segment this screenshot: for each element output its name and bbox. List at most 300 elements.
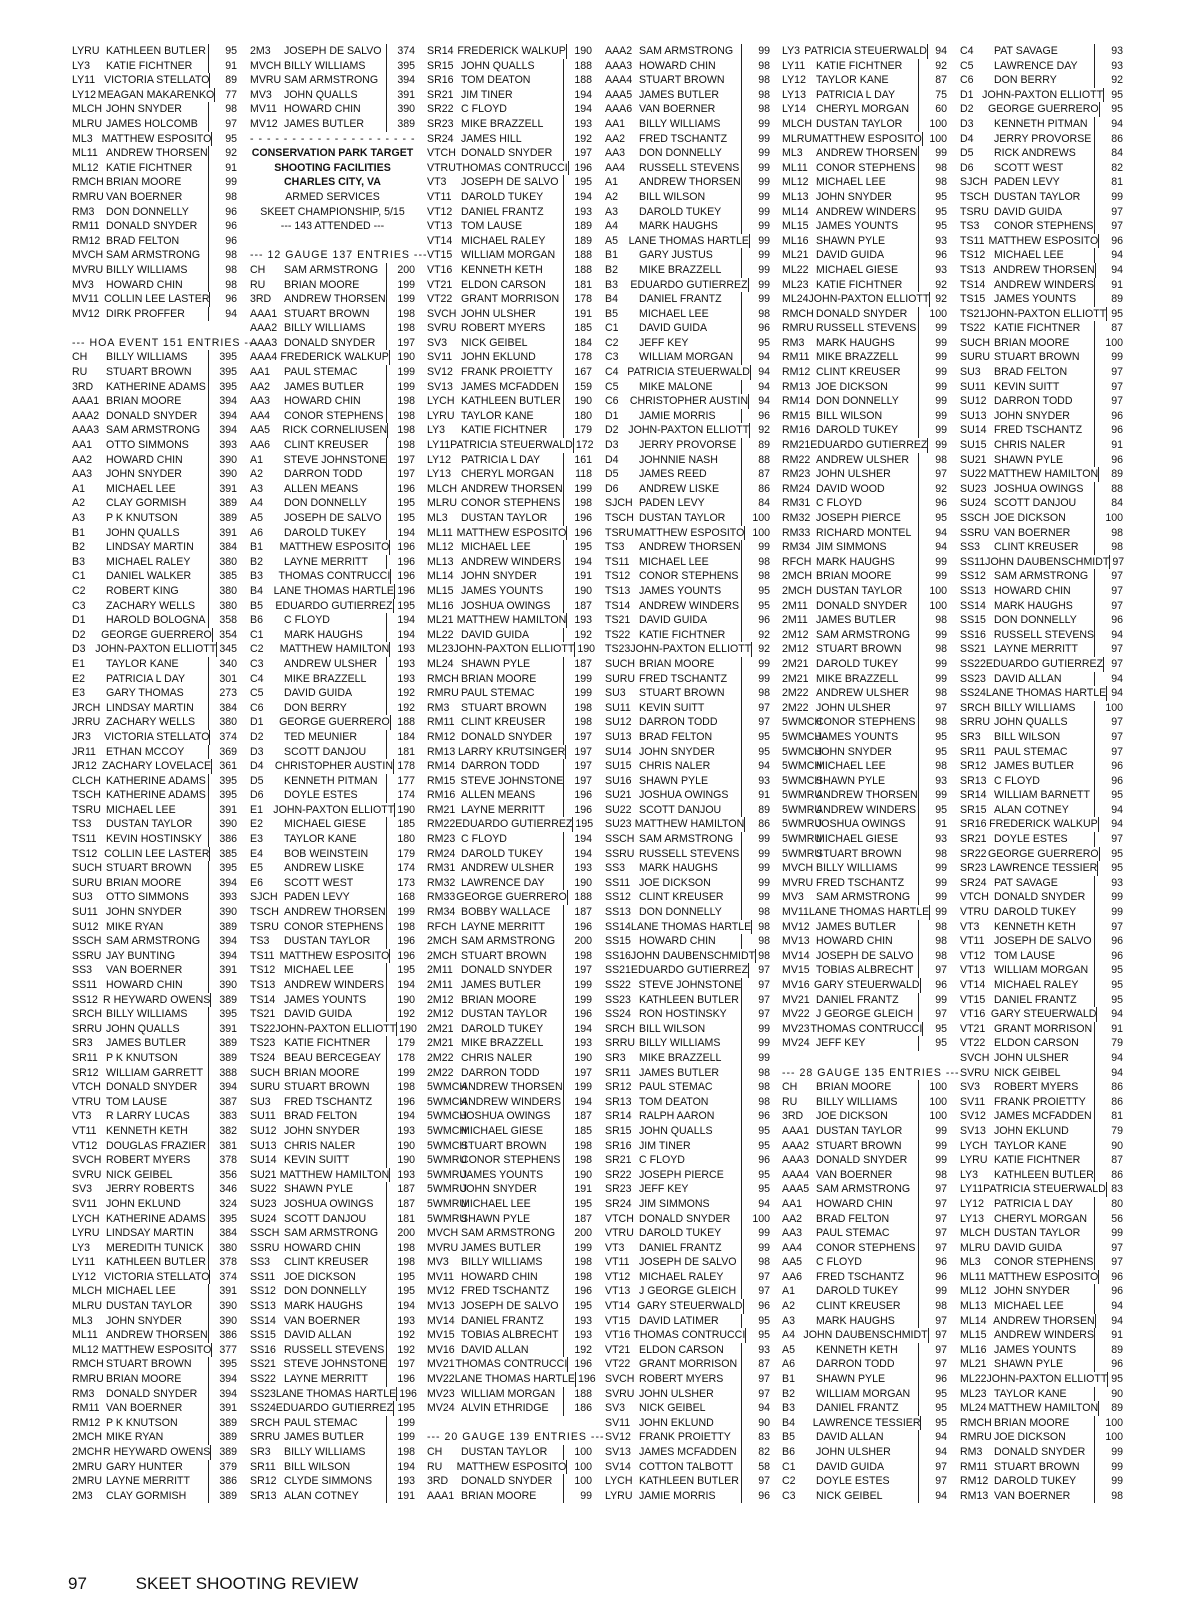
- score: 379: [208, 1460, 237, 1475]
- result-row: [960, 423, 1123, 438]
- result-row: [960, 628, 1123, 643]
- score: 198: [386, 438, 415, 453]
- class-code: LY13: [427, 468, 451, 481]
- result-row: [427, 978, 592, 993]
- result-row: [960, 1489, 1123, 1504]
- shooter-name: TAYLOR KANE: [461, 409, 534, 422]
- shooter-name: RON HOSTINSKY: [639, 1008, 727, 1021]
- class-code: ML11: [72, 147, 98, 160]
- result-row: [782, 1197, 947, 1212]
- score: 95: [918, 205, 947, 220]
- shooter-name: RUSSELL STEVENS: [639, 161, 740, 174]
- class-code: C5: [605, 380, 619, 393]
- class-code: TS22: [605, 628, 631, 641]
- result-row: [427, 292, 592, 307]
- result-row: [427, 1022, 592, 1037]
- score: 196: [386, 1372, 415, 1387]
- score: 98: [918, 453, 947, 468]
- score: 99: [1094, 1445, 1123, 1460]
- score: 97: [741, 701, 770, 716]
- shooter-name: ROBERT MYERS: [994, 1081, 1079, 1094]
- class-code: MV14: [782, 949, 810, 962]
- class-code: SS13: [605, 906, 631, 919]
- class-code: 5WMRU: [782, 833, 823, 846]
- shooter-name: JOHN SNYDER: [994, 1285, 1070, 1298]
- score: 198: [386, 1241, 415, 1256]
- class-code: VT14: [960, 979, 986, 991]
- result-row: [605, 701, 770, 716]
- class-code: MV15: [782, 964, 810, 977]
- result-row: [960, 175, 1123, 190]
- score: 391: [386, 88, 415, 103]
- shooter-name: SCOTT DANJOU: [639, 803, 722, 816]
- shooter-name: LINDSAY MARTIN: [106, 541, 194, 554]
- score: 194: [386, 1299, 415, 1314]
- class-code: B2: [250, 555, 263, 568]
- class-code: C1: [605, 322, 619, 335]
- shooter-name: JEFF KEY: [639, 336, 689, 349]
- shooter-name: JAMES BUTLER: [461, 1241, 542, 1254]
- score: 100: [918, 584, 947, 599]
- result-row: [960, 102, 1123, 117]
- result-row: [427, 161, 592, 176]
- result-row: [250, 1095, 415, 1110]
- score: 99: [918, 993, 947, 1008]
- shooter-name: JOHN QUALLS: [639, 1124, 713, 1137]
- result-row: [782, 467, 947, 482]
- score: 93: [741, 774, 770, 789]
- result-row: [427, 336, 592, 351]
- result-row: [960, 963, 1123, 978]
- shooter-name: ANDREW THORSEN: [816, 147, 918, 160]
- score: 98: [918, 715, 947, 730]
- class-code: MLRU: [72, 1300, 103, 1313]
- shooter-name: SHAWN PYLE: [284, 1183, 354, 1196]
- class-code: SS3: [72, 964, 93, 977]
- score: 99: [1094, 190, 1123, 205]
- class-code: SU11: [960, 380, 986, 393]
- score: 391: [208, 963, 237, 978]
- publication-title: SKEET SHOOTING REVIEW: [135, 1574, 359, 1593]
- class-code: RM14: [782, 395, 811, 408]
- class-code: D5: [250, 774, 264, 787]
- score: 97: [1094, 1255, 1123, 1270]
- shooter-name: ANDREW WINDERS: [993, 278, 1095, 291]
- result-row: [782, 350, 947, 365]
- score: 181: [563, 278, 592, 293]
- score: 174: [386, 861, 415, 876]
- shooter-name: DAVID GUIDA: [816, 249, 885, 262]
- result-row: [782, 132, 947, 147]
- score: 193: [563, 1328, 592, 1343]
- score: 193: [386, 1314, 415, 1329]
- class-code: B3: [605, 278, 618, 291]
- result-row: [605, 1474, 770, 1489]
- shooter-name: JOHN-PAXTON ELLIOTT: [985, 307, 1107, 320]
- score: 95: [918, 1036, 947, 1051]
- result-row: [250, 890, 415, 905]
- shooter-name: JOSEPH DE SALVO: [461, 176, 559, 189]
- class-code: ML16: [427, 599, 454, 612]
- score: 199: [563, 672, 592, 687]
- result-row: [960, 132, 1123, 147]
- class-code: RM13: [427, 745, 456, 758]
- results-column: [427, 44, 605, 1503]
- result-row: [960, 219, 1123, 234]
- score: 95: [741, 599, 770, 614]
- score: 100: [918, 307, 947, 322]
- shooter-name: CHRIS NALER: [994, 439, 1066, 452]
- shooter-name: KATHLEEN BUTLER: [106, 1256, 206, 1269]
- score: 198: [386, 1080, 415, 1095]
- shooter-name: KEVIN HOSTINSKY: [106, 833, 202, 846]
- shooter-name: MICHAEL RALEY: [994, 979, 1079, 991]
- class-code: ML13: [427, 555, 454, 568]
- class-code: RMRU: [960, 1431, 992, 1444]
- result-row: [782, 730, 947, 745]
- shooter-name: BILL WILSON: [639, 190, 706, 203]
- result-row: [250, 59, 415, 74]
- score: 99: [918, 321, 947, 336]
- result-row: [960, 832, 1123, 847]
- result-row: [960, 613, 1123, 628]
- score: 98: [1094, 526, 1123, 541]
- shooter-name: SAM ARMSTRONG: [106, 249, 201, 262]
- score: 196: [563, 511, 592, 526]
- shooter-name: MICHAEL LEE: [106, 482, 176, 495]
- class-code: 2MCH: [427, 935, 458, 948]
- class-code: SU3: [72, 891, 93, 904]
- shooter-name: LANE THOMAS HARTLE: [630, 920, 752, 933]
- score: 393: [208, 438, 237, 453]
- score: 381: [208, 1139, 237, 1154]
- class-code: RU: [72, 366, 88, 379]
- score: 96: [209, 292, 237, 307]
- shooter-name: JOSEPH PIERCE: [639, 1168, 724, 1181]
- result-row: [605, 1153, 770, 1168]
- result-row: [250, 540, 415, 555]
- score: 389: [208, 511, 237, 526]
- class-code: MVRU: [782, 876, 814, 889]
- result-row: [782, 1445, 947, 1460]
- class-code: ML23: [427, 643, 454, 656]
- class-code: D4: [960, 132, 974, 145]
- class-code: RM34: [427, 906, 456, 919]
- class-code: D6: [605, 482, 619, 495]
- result-row: [427, 1314, 592, 1329]
- score: 96: [1098, 1270, 1123, 1285]
- result-row: [605, 1212, 770, 1227]
- shooter-name: PAT SAVAGE: [994, 876, 1058, 889]
- class-code: ML3: [782, 147, 803, 160]
- score: 92: [918, 278, 947, 293]
- shooter-name: DARRON TODD: [816, 1358, 895, 1371]
- score: 92: [741, 628, 770, 643]
- class-code: TS21: [605, 614, 631, 627]
- score: 81: [1094, 175, 1123, 190]
- class-code: LYRU: [605, 1489, 633, 1502]
- result-row: [250, 1343, 415, 1358]
- shooter-name: JOHN DAUBENSCHMIDT: [985, 555, 1110, 568]
- class-code: RM32: [427, 876, 456, 889]
- class-code: VT12: [960, 949, 986, 962]
- shooter-name: DOYLE ESTES: [816, 1475, 890, 1488]
- result-row: [960, 1372, 1123, 1387]
- shooter-name: JOE DICKSON: [816, 380, 888, 393]
- class-code: A3: [782, 1314, 795, 1327]
- class-code: SR24: [427, 132, 454, 145]
- score: 177: [386, 774, 415, 789]
- class-code: B6: [250, 614, 263, 627]
- shooter-name: ELDON CARSON: [994, 1037, 1079, 1050]
- class-code: SR16: [427, 74, 454, 87]
- score: 89: [209, 73, 237, 88]
- shooter-name: CLINT KREUSER: [639, 891, 724, 904]
- result-row: [72, 540, 237, 555]
- shooter-name: LAWRENCE TESSIER: [989, 862, 1098, 875]
- score: 378: [208, 1153, 237, 1168]
- shooter-name: CHRIS NALER: [639, 760, 711, 773]
- score: 99: [563, 1489, 592, 1504]
- result-row: [72, 263, 237, 278]
- result-row: [250, 1489, 415, 1504]
- shooter-name: BILLY WILLIAMS: [284, 322, 366, 335]
- score: 198: [563, 949, 592, 964]
- shooter-name: DUSTAN TAYLOR: [284, 935, 371, 948]
- class-code: C1: [250, 628, 264, 641]
- score: 99: [918, 876, 947, 891]
- result-row: [427, 1387, 592, 1402]
- class-code: VTCH: [605, 1212, 634, 1225]
- score: 98: [918, 1299, 947, 1314]
- result-row: [427, 847, 592, 862]
- result-row: [960, 292, 1123, 307]
- score: 199: [563, 1241, 592, 1256]
- shooter-name: FRED TSCHANTZ: [994, 424, 1083, 437]
- score: 191: [563, 307, 592, 322]
- class-code: E3: [72, 687, 85, 700]
- score: 374: [209, 1270, 237, 1285]
- result-row: [427, 1109, 592, 1124]
- score: 95: [741, 745, 770, 760]
- shooter-name: DAROLD TUKEY: [639, 205, 722, 218]
- score: 91: [208, 161, 237, 176]
- result-row: [605, 278, 770, 293]
- shooter-name: SHAWN PYLE: [461, 1212, 531, 1225]
- shooter-name: GARY JUSTUS: [639, 249, 713, 262]
- class-code: VT11: [960, 935, 985, 948]
- class-code: SS15: [960, 614, 986, 627]
- shooter-name: STUART BROWN: [816, 643, 902, 656]
- shooter-name: JOHN SNYDER: [461, 570, 537, 583]
- score: 100: [918, 1109, 947, 1124]
- shooter-name: DON DONNELLY: [284, 1285, 367, 1298]
- class-code: SS12: [250, 1285, 276, 1298]
- score: 90: [1094, 1139, 1123, 1154]
- shooter-name: JOHN QUALLS: [106, 526, 180, 539]
- result-row: [782, 438, 947, 453]
- result-row: [250, 336, 415, 351]
- result-row: [427, 1284, 592, 1299]
- result-row: [250, 1255, 415, 1270]
- score: 361: [211, 759, 237, 774]
- class-code: 5WMCH: [427, 1124, 468, 1137]
- score: 192: [386, 1343, 415, 1358]
- result-row: [250, 569, 415, 584]
- result-row: [605, 817, 770, 832]
- class-code: ML13: [782, 190, 809, 203]
- result-row: [72, 146, 237, 161]
- class-code: A5: [605, 234, 618, 247]
- class-code: B5: [782, 1431, 795, 1444]
- score: 190: [394, 803, 415, 818]
- class-code: SS12: [72, 993, 98, 1006]
- class-code: SUCH: [72, 862, 103, 875]
- score: 97: [1094, 715, 1123, 730]
- score: 199: [563, 1080, 592, 1095]
- class-code: SS15: [250, 1329, 276, 1342]
- class-code: LY3: [72, 59, 91, 72]
- class-code: C5: [250, 687, 264, 700]
- result-row: [250, 730, 415, 745]
- shooter-name: LAYNE MERRITT: [106, 1475, 190, 1488]
- result-row: [427, 1328, 592, 1343]
- shooter-name: HOWARD CHIN: [284, 395, 361, 408]
- class-code: MV12: [250, 117, 278, 130]
- class-code: TS22: [250, 1022, 276, 1035]
- score: 91: [1094, 278, 1123, 293]
- score: 90: [1094, 1387, 1123, 1402]
- score: 99: [918, 628, 947, 643]
- score: 96: [741, 1153, 770, 1168]
- class-code: B2: [72, 541, 85, 554]
- shooter-name: THOMAS CONTRUCCI: [633, 1329, 746, 1342]
- shooter-name: C FLOYD: [994, 774, 1040, 787]
- class-code: SR11: [72, 1051, 98, 1064]
- result-row: [250, 350, 415, 365]
- score: 197: [386, 336, 415, 351]
- result-row: [605, 292, 770, 307]
- score: 395: [208, 1212, 237, 1227]
- shooter-name: MICHAEL GIESE: [816, 833, 899, 846]
- shooter-name: EDUARDO GUTIERREZ: [275, 599, 393, 612]
- class-code: LY11: [72, 1256, 96, 1269]
- class-code: SV12: [427, 366, 453, 379]
- result-row: [427, 949, 592, 964]
- score: 395: [386, 59, 415, 74]
- score: 181: [386, 745, 415, 760]
- shooter-name: WILLIAM MORGAN: [461, 1387, 556, 1400]
- class-code: SS23: [605, 993, 631, 1006]
- class-code: C4: [250, 672, 264, 685]
- score: 88: [741, 453, 770, 468]
- class-code: SRCH: [605, 1022, 636, 1035]
- score: 99: [918, 657, 947, 672]
- shooter-name: ELDON CARSON: [639, 1343, 724, 1356]
- score: 196: [568, 161, 592, 176]
- result-row: [782, 847, 947, 862]
- result-row: [72, 1430, 237, 1445]
- score: 96: [918, 1255, 947, 1270]
- score: 95: [918, 803, 947, 818]
- score: 79: [1094, 1036, 1123, 1051]
- result-row: [782, 1255, 947, 1270]
- class-code: ML11: [427, 526, 453, 539]
- result-row: [72, 1036, 237, 1051]
- result-row: [72, 482, 237, 497]
- result-row: [72, 920, 237, 935]
- score: 198: [386, 394, 415, 409]
- score: 89: [1098, 1401, 1123, 1416]
- result-row: [427, 1401, 592, 1416]
- class-code: TS21: [960, 307, 986, 320]
- score: 95: [741, 1168, 770, 1183]
- score: 86: [1094, 132, 1123, 147]
- shooter-name: JOHN EKLUND: [639, 1416, 714, 1429]
- result-row: [250, 1299, 415, 1314]
- class-code: D2: [250, 730, 264, 743]
- shooter-name: ANDREW WINDERS: [993, 1329, 1095, 1342]
- score: 97: [1094, 642, 1123, 657]
- score: 98: [741, 102, 770, 117]
- score: 194: [563, 1095, 592, 1110]
- class-code: SU12: [250, 1124, 277, 1137]
- score: 389: [208, 1051, 237, 1066]
- section-separator: --- 20 GAUGE 139 ENTRIES ---: [427, 1431, 605, 1444]
- score: 99: [918, 365, 947, 380]
- score: 196: [390, 569, 415, 584]
- result-row: [605, 511, 770, 526]
- shooter-name: MATTHEW ESPOSITO: [279, 949, 390, 962]
- result-row: [960, 380, 1123, 395]
- class-code: MV11: [250, 103, 277, 116]
- result-row: [605, 219, 770, 234]
- class-code: MVRU: [72, 263, 104, 276]
- score: 324: [208, 1197, 237, 1212]
- class-code: LYRU: [427, 409, 455, 422]
- class-code: AAA1: [72, 395, 100, 408]
- class-code: SRRU: [960, 716, 991, 729]
- score: 185: [563, 321, 592, 336]
- shooter-name: JOE DICKSON: [639, 876, 711, 889]
- score: 97: [918, 1212, 947, 1227]
- result-row: [427, 1226, 592, 1241]
- score: 99: [741, 263, 770, 278]
- shooter-name: JOHN SNYDER: [284, 1124, 360, 1137]
- score: 97: [208, 117, 237, 132]
- class-code: AA4: [605, 161, 626, 174]
- score: 390: [386, 102, 415, 117]
- shooter-name: CLYDE SIMMONS: [284, 1475, 373, 1488]
- class-code: TS3: [605, 541, 625, 554]
- shooter-name: BILLY WILLIAMS: [106, 351, 188, 364]
- score: 192: [563, 628, 592, 643]
- result-row: [427, 496, 592, 511]
- shooter-name: ROBERT MYERS: [461, 322, 546, 335]
- class-code: SS3: [605, 862, 626, 875]
- class-code: MV3: [427, 1256, 449, 1269]
- shooter-name: J GEORGE GLEICH: [639, 1285, 737, 1298]
- result-row: [782, 569, 947, 584]
- shooter-name: ANDREW THORSEN: [106, 1329, 208, 1342]
- shooter-name: BRAD FELTON: [639, 730, 713, 743]
- score: 99: [918, 788, 947, 803]
- class-code: C6: [960, 74, 974, 87]
- score: 96: [743, 1299, 770, 1314]
- result-row: [72, 1299, 237, 1314]
- result-row: [250, 642, 415, 657]
- result-row: [250, 1109, 415, 1124]
